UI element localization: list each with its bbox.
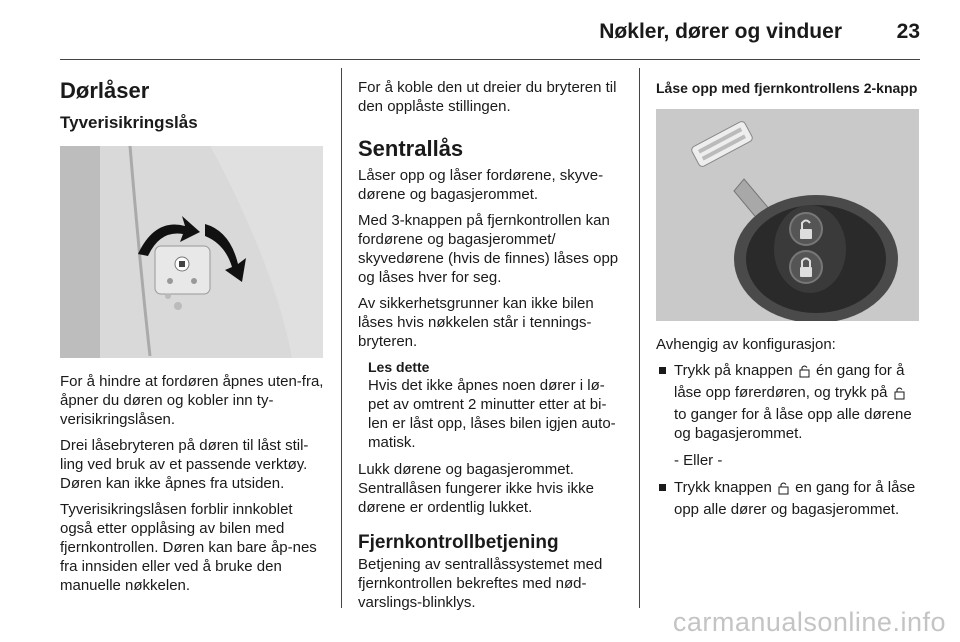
paragraph: Betjening av sentrallåssystemet med fjernkontrollen bekreftes med nød-varslings-blinklys.	[358, 556, 603, 611]
list-item	[656, 478, 922, 519]
bullet-square	[659, 367, 666, 374]
column-divider-1	[341, 68, 342, 608]
unlock-icon	[799, 364, 810, 383]
chapter-title: Nøkler, dører og vinduer	[599, 20, 842, 43]
bullet-square	[659, 484, 666, 491]
note-box	[358, 358, 625, 452]
door-lock-illustration	[60, 146, 323, 358]
note-text: Hvis det ikke åpnes noen dører i lø-pet av omtrent 2 minutter etter at bi-len er låst opp, låses bilen igjen auto-matisk.	[368, 377, 616, 451]
bullet-text-a: Trykk knappen	[674, 479, 772, 496]
subsection-heading: Låse opp med fjernkontrollens 2-knapp	[656, 80, 918, 96]
unlock-icon	[894, 386, 905, 405]
list-item	[656, 361, 922, 443]
paragraph: Drei låsebryteren på døren til låst stil-ling ved bruk av et passende verktøy. Døren kan ikke åpnes fra utsiden.	[60, 437, 309, 492]
paragraph: Av sikkerhetsgrunner kan ikke bilen låses hvis nøkkelen står i tennings-bryteren.	[358, 295, 594, 350]
bullet-list	[656, 478, 922, 519]
paragraph: Avhengig av konfigurasjon:	[656, 336, 836, 353]
paragraph: Med 3-knappen på fjernkontrollen kan fordørene og bagasjerommet/ skyvedørene (hvis de finnes) låses opp og låses hver for seg.	[358, 212, 619, 286]
page-header	[0, 0, 960, 60]
remote-key-illustration	[656, 109, 919, 321]
header-divider	[60, 59, 920, 60]
paragraph: For å koble den ut dreier du bryteren til den opplåste stillingen.	[358, 79, 617, 115]
subsection-heading: Fjernkontrollbetjening	[358, 532, 559, 553]
column-divider-2	[639, 68, 640, 608]
unlock-icon	[778, 481, 789, 500]
note-title: Les dette	[368, 359, 430, 375]
page-number: 23	[896, 20, 920, 43]
bullet-text-a: Trykk på knappen	[674, 362, 793, 379]
paragraph: For å hindre at fordøren åpnes uten-fra, åpner du døren og kobler inn ty-verisikringslåsen.	[60, 373, 324, 428]
column-2	[358, 78, 625, 619]
paragraph: Lukk dørene og bagasjerommet. Sentrallåsen fungerer ikke hvis ikke dørene er ordentlig lukket.	[358, 461, 594, 516]
column-3	[656, 80, 922, 527]
remote-key-figure	[656, 109, 919, 321]
section-heading: Sentrallås	[358, 136, 464, 161]
bullet-list	[656, 361, 922, 443]
door-lock-figure	[60, 146, 323, 358]
section-heading: Dørlåser	[60, 78, 150, 103]
paragraph: Tyverisikringslåsen forblir innkoblet også etter opplåsing av bilen med fjernkontrollen. Døren kan bare åp-nes fra innsiden eller ved å bruke den manuelle nøkkelen.	[60, 501, 317, 594]
watermark-text: carmanualsonline.info	[672, 607, 946, 637]
paragraph: Låser opp og låser fordørene, skyve-dørene og bagasjerommet.	[358, 167, 604, 203]
bullet-text-b: en gang for å låse opp alle dører og bagasjerommet.	[674, 479, 916, 518]
or-separator: - Eller -	[674, 452, 723, 469]
subsection-heading: Tyverisikringslås	[60, 113, 198, 132]
column-1	[60, 76, 328, 602]
bullet-text-c: to ganger for å låse opp alle dørene og bagasjerommet.	[674, 406, 912, 442]
bullet-text-b: én gang for å låse opp førerdøren, og trykk på	[674, 362, 905, 401]
